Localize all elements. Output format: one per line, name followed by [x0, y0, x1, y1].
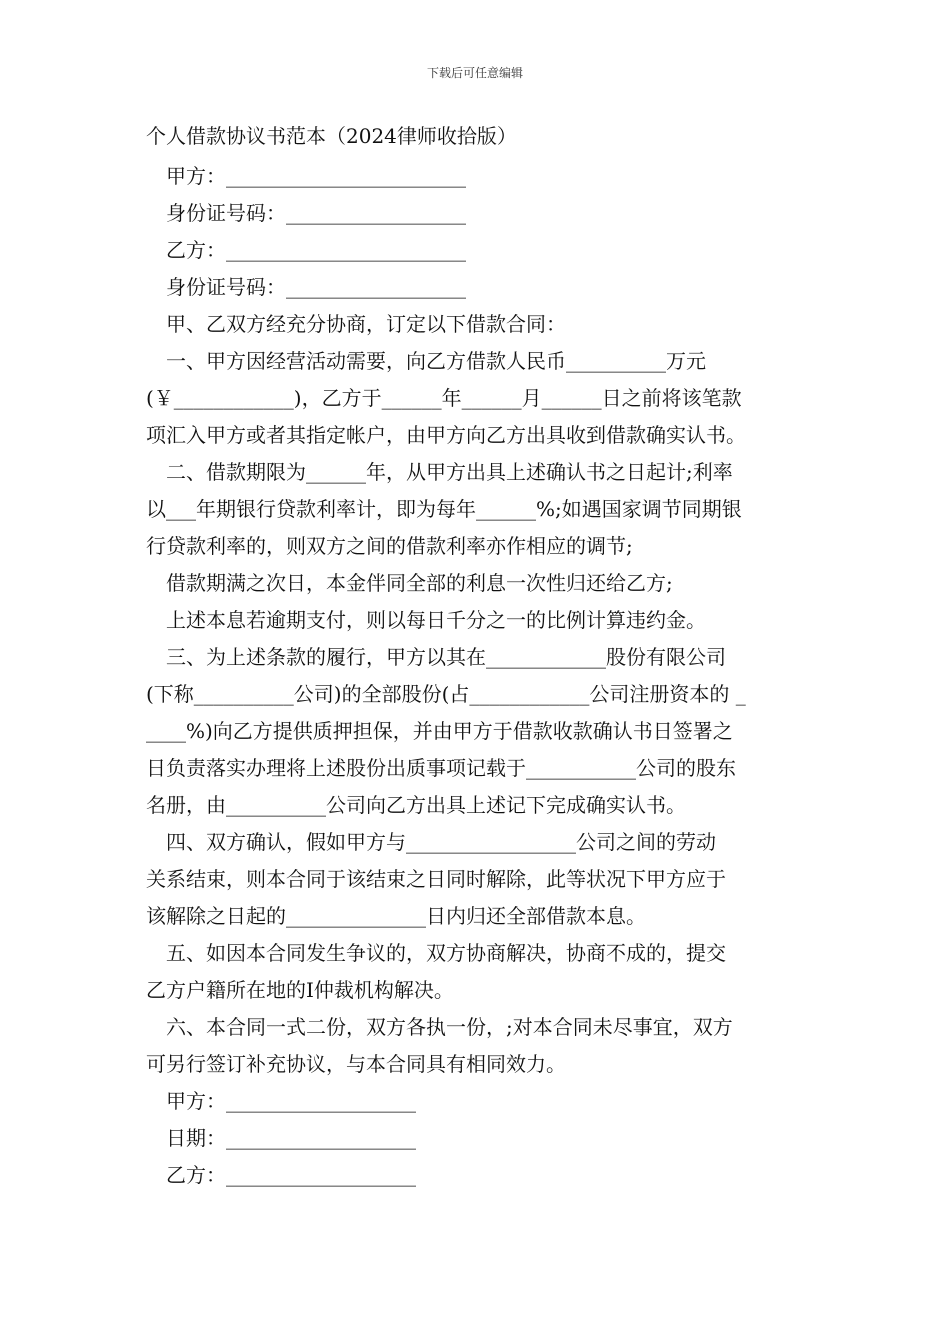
clause-3-line: 名册，由__________公司向乙方出具上述记下完成确实认书。 — [146, 793, 686, 817]
clause-5 — [146, 935, 806, 1009]
clause-1-line: (￥____________)，乙方于______年______月______日之前将该笔款 — [146, 386, 742, 410]
clause-2-line: 以___年期银行贷款利率计，即为每年______%;如遇国家调节同期银 — [146, 497, 742, 521]
clause-3-line: 三、为上述条款的履行，甲方以其在____________股份有限公司 — [166, 645, 726, 669]
clause-4 — [146, 824, 806, 935]
clause-2-line: 二、借款期限为______年，从甲方出具上述确认书之日起计;利率 — [166, 460, 733, 484]
clause-6-line: 六、本合同一式二份，双方各执一份，;对本合同未尽事宜，双方 — [166, 1015, 733, 1039]
signature-party-b: 乙方：___________________ — [166, 1163, 416, 1187]
party-a-id-field: 身份证号码：__________________ — [166, 201, 466, 225]
clause-3-line: (下称__________公司)的全部股份(占____________公司注册资本的 _ — [146, 682, 746, 706]
document-title: 个人借款协议书范本（2024律师收拾版） — [146, 124, 517, 148]
clause-5-line: 乙方户籍所在地的I仲裁机构解决。 — [146, 978, 454, 1002]
party-b-id-field: 身份证号码：__________________ — [166, 275, 466, 299]
clause-6-line: 可另行签订补充协议，与本合同具有相同效力。 — [146, 1052, 566, 1076]
clause-1-line: 一、甲方因经营活动需要，向乙方借款人民币__________万元 — [166, 349, 706, 373]
party-a-field: 甲方：________________________ — [166, 164, 466, 188]
page-header-note: 下载后可任意编辑 — [426, 66, 523, 80]
clause-1-line: 项汇入甲方或者其指定帐户，由甲方向乙方出具收到借款确实认书。 — [146, 423, 746, 447]
clause-3-line: ____%)向乙方提供质押担保，并由甲方于借款收款确认书日签署之 — [146, 719, 733, 743]
intro-text: 甲、乙双方经充分协商，订定以下借款合同： — [166, 312, 566, 336]
party-b-field: 乙方：________________________ — [166, 238, 466, 262]
clause-1 — [146, 343, 806, 454]
clause-4-line: 该解除之日起的______________日内归还全部借款本息。 — [146, 904, 646, 928]
clause-2-repayment: 借款期满之次日，本金伴同全部的利息一次性归还给乙方; — [166, 571, 673, 595]
clause-4-line: 四、双方确认，假如甲方与_________________公司之间的劳动 — [166, 830, 716, 854]
clause-2 — [146, 454, 806, 565]
clause-2-line: 行贷款利率的，则双方之间的借款利率亦作相应的调节; — [146, 534, 633, 558]
clause-2-penalty: 上述本息若逾期支付，则以每日千分之一的比例计算违约金。 — [166, 608, 706, 632]
signature-party-a: 甲方：___________________ — [166, 1089, 416, 1113]
clause-4-line: 关系结束，则本合同于该结束之日同时解除，此等状况下甲方应于 — [146, 867, 726, 891]
clause-5-line: 五、如因本合同发生争议的，双方协商解决，协商不成的，提交 — [166, 941, 726, 965]
clause-3-line: 日负责落实办理将上述股份出质事项记载于___________公司的股东 — [146, 756, 736, 780]
contract-body — [146, 120, 806, 1194]
clause-6 — [146, 1009, 806, 1083]
clause-3 — [146, 639, 806, 824]
signature-date: 日期：___________________ — [166, 1126, 416, 1150]
